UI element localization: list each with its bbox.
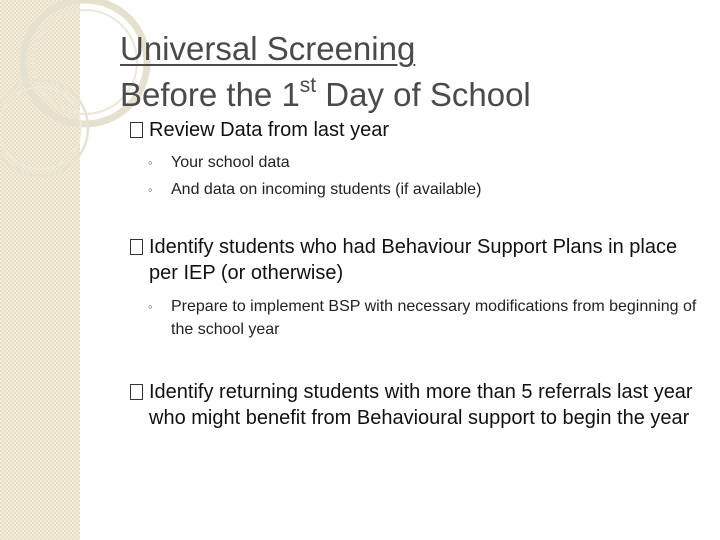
title-ordinal-suffix: st (299, 74, 317, 97)
square-box-icon (130, 122, 143, 138)
square-box-icon (130, 239, 143, 255)
bullet-text: Identify returning students with more than 5 referrals last year who might benefit from Behavioural support to begin the year (149, 381, 693, 429)
title-line-2-end: Day of School (316, 76, 531, 113)
ring-bullet-icon: ◦ (148, 299, 153, 314)
ring-bullet-icon: ◦ (148, 182, 153, 197)
slide-body (130, 117, 710, 431)
title-line-2-start: Before the 1 (120, 76, 300, 113)
bullet-text: Identify students who had Behaviour Support Plans in place per IEP (or otherwise) (149, 236, 678, 284)
title-line-2 (120, 72, 531, 118)
ring-bullet-icon: ◦ (148, 155, 153, 170)
sub-bullet-incoming-data (130, 178, 710, 201)
bullet-review-data (130, 117, 710, 143)
square-box-icon (130, 384, 143, 400)
bullet-identify-referrals (130, 379, 710, 431)
title-line-1: Universal Screening (120, 30, 416, 67)
sub-bullet-school-data (130, 151, 710, 174)
bullet-identify-bsp (130, 234, 710, 286)
sub-bullet-text: Your school data (171, 154, 290, 171)
sub-bullet-text: Prepare to implement BSP with necessary modifications from beginning of the school year (171, 298, 697, 338)
bullet-text: Review Data from last year (149, 119, 390, 141)
sub-bullet-text: And data on incoming students (if available) (171, 181, 482, 198)
sub-bullet-prepare-bsp (130, 295, 710, 341)
slide-title (120, 26, 531, 118)
decorative-side-strip (0, 0, 80, 540)
